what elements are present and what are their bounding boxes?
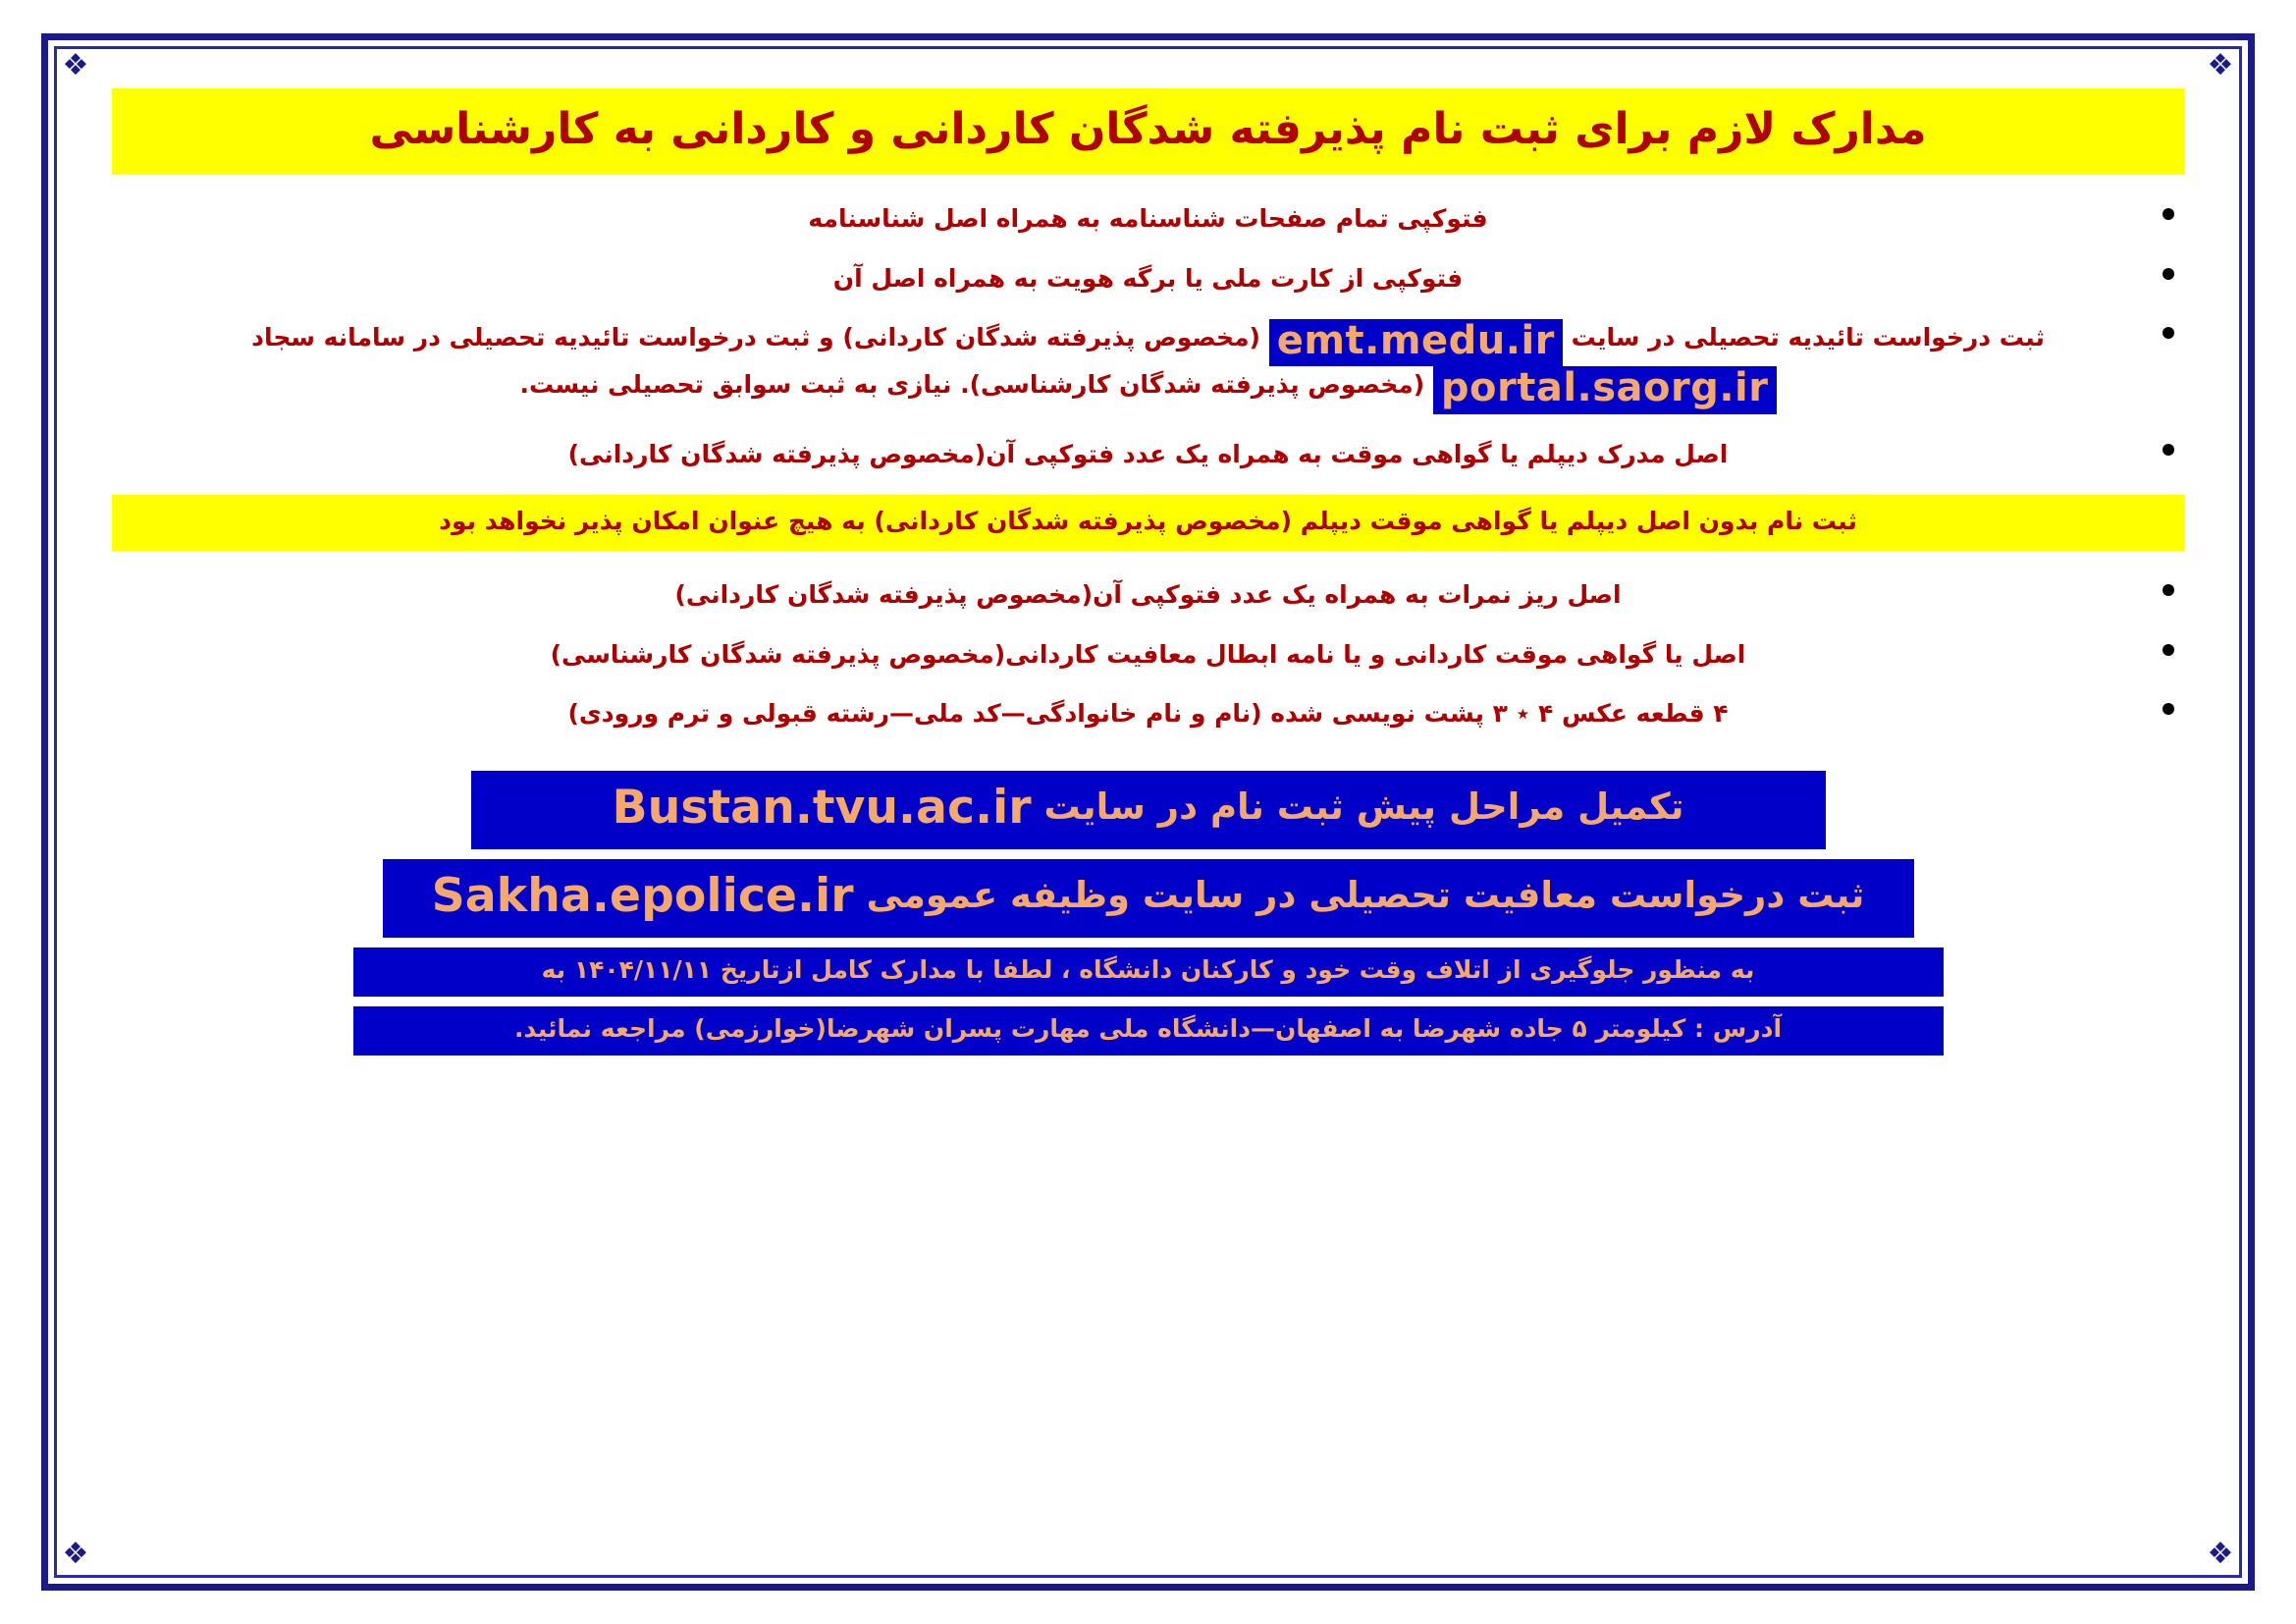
- link-portal-saorg-ir[interactable]: portal.saorg.ir: [1433, 366, 1777, 413]
- bullet-icon: [2163, 268, 2174, 280]
- list-item-label: اصل یا گواهی موقت کاردانی و یا نامه ابطال معافیت کاردانی(مخصوص پذیرفته شدگان کارشناسی): [550, 639, 1746, 669]
- poster-content: [82, 67, 2214, 1557]
- list-item-transcript: [112, 576, 2184, 615]
- list-item-photos: [112, 695, 2184, 733]
- corner-ornament-icon: ❖: [2207, 48, 2234, 82]
- bullet-icon: [2163, 703, 2174, 715]
- list-item-diploma: [112, 436, 2184, 474]
- bullet-icon: [2163, 208, 2174, 220]
- bullet-icon: [2163, 584, 2174, 596]
- list-item-kardani-cert: [112, 636, 2184, 675]
- corner-ornament-icon: ❖: [62, 1537, 89, 1571]
- list-item-national-card: [112, 260, 2184, 298]
- list-item-label: ۴ قطعه عکس ۴ ٭ ۳ پشت نویسی شده (نام و نام خانوادگی—کد ملی—رشته قبولی و ترم ورودی): [567, 699, 1729, 729]
- notice-date: به منظور جلوگیری از اتلاف وقت خود و کارکنان دانشگاه ، لطفا با مدارک کامل ازتاریخ ۱۴۰۴/۱۱/۱۱ به: [353, 947, 1944, 997]
- corner-ornament-icon: ❖: [2207, 1537, 2234, 1571]
- corner-ornament-icon: ❖: [62, 48, 89, 82]
- required-documents-list: [112, 200, 2184, 474]
- bullet-icon: [2163, 444, 2174, 456]
- link-sakha-epolice-ir[interactable]: Sakha.epolice.ir: [431, 869, 854, 924]
- page-title: مدارک لازم برای ثبت نام پذیرفته شدگان کاردانی و کاردانی به کارشناسی: [112, 88, 2184, 175]
- notice-sakha-label: ثبت درخواست معافیت تحصیلی در سایت وظیفه عمومی: [866, 874, 1865, 917]
- notice-bustan: [471, 771, 1826, 849]
- list-item-label: اصل ریز نمرات به همراه یک عدد فتوکپی آن(مخصوص پذیرفته شدگان کاردانی): [674, 579, 1622, 609]
- notice-bustan-label: تکمیل مراحل پیش ثبت نام در سایت: [1043, 785, 1684, 829]
- bullet-icon: [2163, 327, 2174, 339]
- list-item-label-part2: (مخصوص پذیرفته شدگان کاردانی) و ثبت درخواست تائیدیه تحصیلی در سامانه سجاد: [251, 323, 1260, 352]
- link-emt-medu-ir[interactable]: emt.medu.ir: [1269, 319, 1563, 366]
- list-item-label-part1: ثبت درخواست تائیدیه تحصیلی در سایت: [1571, 323, 2045, 352]
- decorative-frame-outer: [41, 33, 2255, 1591]
- list-item-shenasnameh: [112, 200, 2184, 239]
- list-item-label-part3: (مخصوص پذیرفته شدگان کارشناسی). نیازی به ثبت سوابق تحصیلی نیست.: [519, 370, 1425, 400]
- required-documents-list-2: [112, 576, 2184, 733]
- list-item-taidieh: [112, 319, 2184, 413]
- list-item-label: فتوکپی از کارت ملی یا برگه هویت به همراه اصل آن: [832, 263, 1464, 293]
- notice-sakha: [383, 859, 1914, 938]
- link-bustan-tvu-ac-ir[interactable]: Bustan.tvu.ac.ir: [612, 781, 1032, 836]
- warning-banner: ثبت نام بدون اصل دیپلم یا گواهی موقت دیپلم (مخصوص پذیرفته شدگان کاردانی) به هیچ عنوان امکان پذیر نخواهد بود: [112, 495, 2184, 551]
- list-item-label: فتوکپی تمام صفحات شناسنامه به همراه اصل شناسنامه: [808, 203, 1488, 233]
- decorative-frame-inner: [54, 46, 2242, 1578]
- notice-address: آدرس : کیلومتر ۵ جاده شهرضا به اصفهان—دانشگاه ملی مهارت پسران شهرضا(خوارزمی) مراجعه نمائید.: [353, 1006, 1944, 1056]
- notices-section: [112, 771, 2184, 1055]
- bullet-icon: [2163, 644, 2174, 656]
- list-item-label: اصل مدرک دیپلم یا گواهی موقت به همراه یک عدد فتوکپی آن(مخصوص پذیرفته شدگان کاردانی): [567, 439, 1729, 468]
